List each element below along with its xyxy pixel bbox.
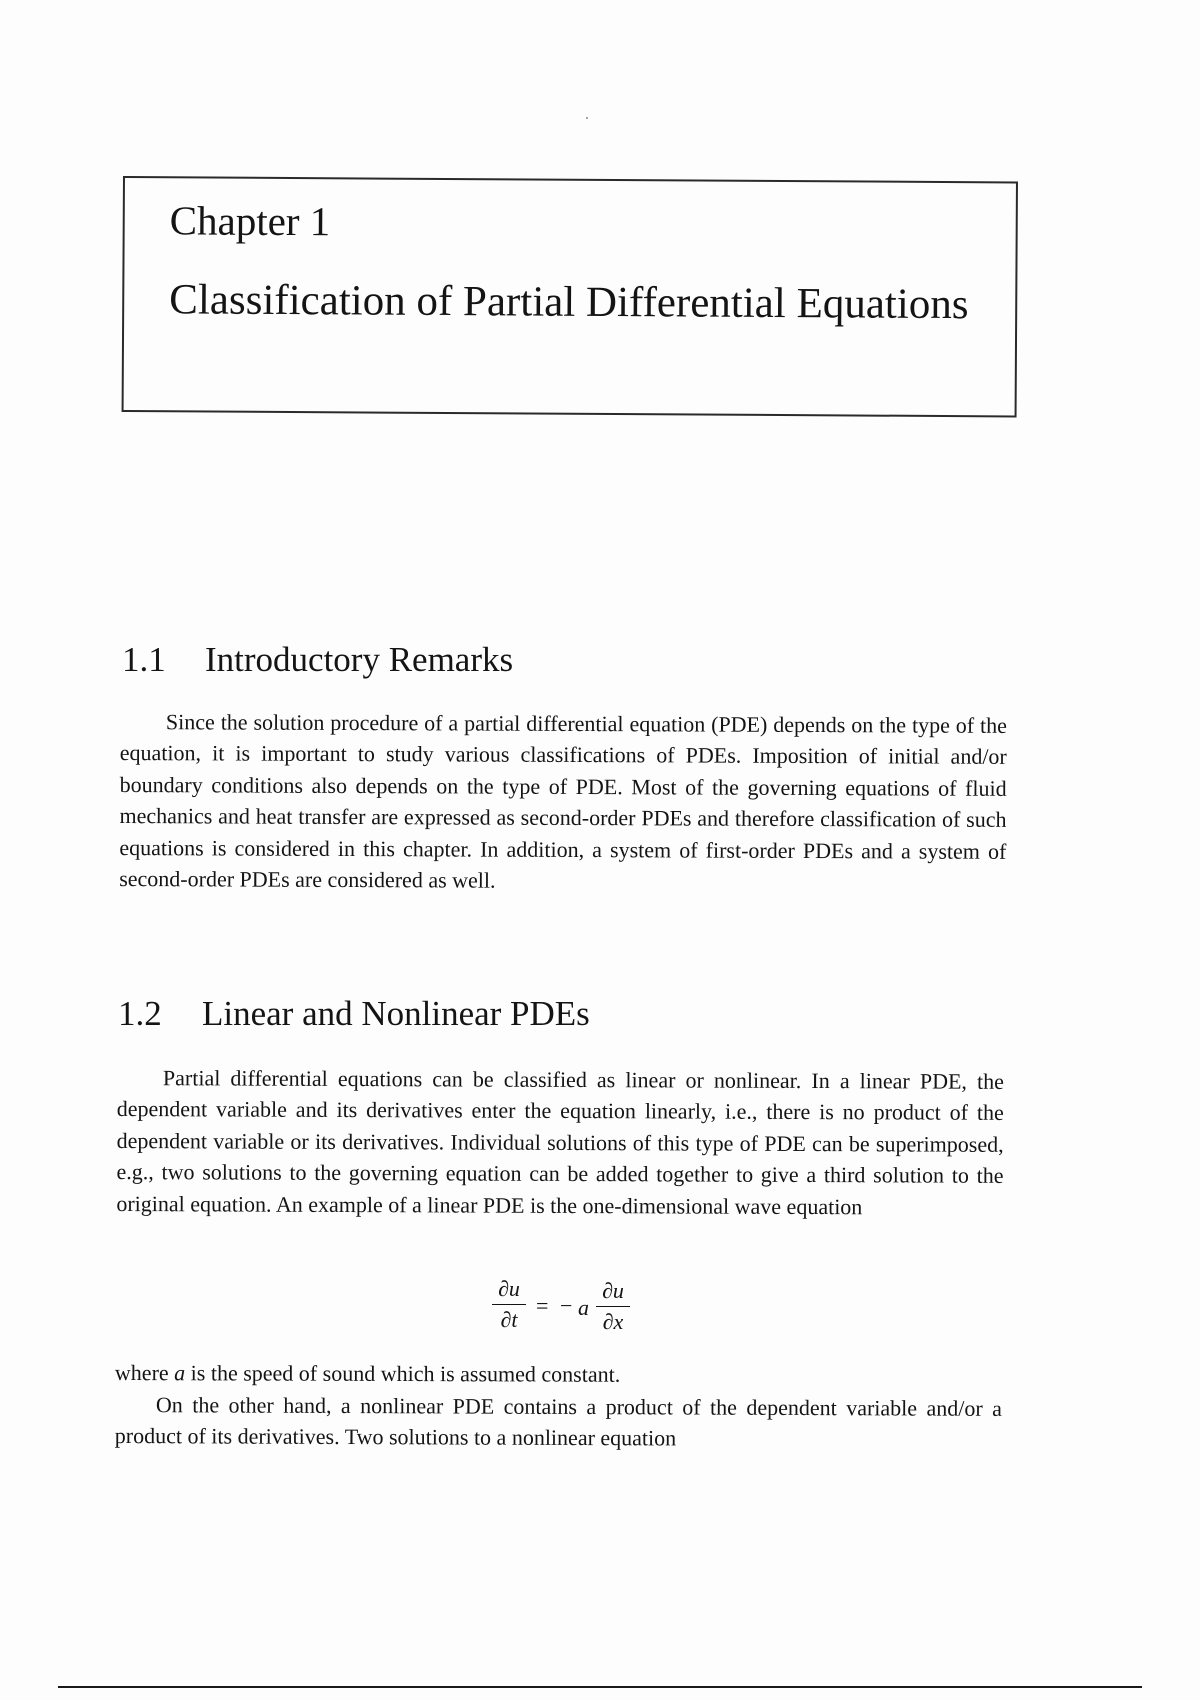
rhs-denominator: ∂x — [602, 1309, 624, 1334]
paragraph-speed-of-sound — [115, 1357, 1005, 1392]
lhs-denominator: ∂t — [500, 1307, 518, 1332]
text-suffix: is the speed of sound which is assumed constant. — [185, 1360, 621, 1387]
section-title: Linear and Nonlinear PDEs — [202, 994, 590, 1033]
fraction-bar — [492, 1304, 526, 1305]
paragraph-nonlinear-pdes: On the other hand, a nonlinear PDE contains a product of the dependent variable and/or a product of its derivatives. Two solutions to a nonlinear equation — [114, 1392, 1002, 1451]
chapter-heading-box — [122, 176, 1018, 417]
coefficient: a — [578, 1295, 589, 1320]
page-bottom-rule — [58, 1686, 1142, 1688]
paragraph-linear-pdes: Partial differential equations can be classified as linear or nonlinear. In a linear PDE, the dependent variable and its derivatives enter the equation linearly, i.e., there is no product of the dependent variable or its derivatives. Individual solutions of this type of PDE can be superimposed, e.g., two solutions to the governing equation can be added together to give a third solution to the original equation. An example of a linear PDE is the one-dimensional wave equation — [116, 1065, 1004, 1219]
paragraph-introductory-remarks: Since the solution procedure of a partial differential equation (PDE) depends on the type of the equation, it is important to study various classifications of PDEs. Imposition of initial and/or boundary conditions also depends on the type of PDE. Most of the governing equations of fluid mechanics and heat transfer are expressed as second-order PDEs and therefore classification of such equations is considered in this chapter. In addition, a system of first-order PDEs and a system of second-order PDEs are considered as well. — [119, 709, 1007, 893]
section-heading-introductory-remarks — [122, 642, 513, 677]
rhs-numerator: ∂u — [602, 1278, 624, 1303]
section-number: 1.2 — [118, 994, 162, 1033]
section-number: 1.1 — [122, 640, 166, 679]
section-title: Introductory Remarks — [205, 640, 514, 679]
wave-equation — [492, 1276, 652, 1346]
lhs-numerator: ∂u — [498, 1276, 520, 1301]
lhs-fraction — [492, 1276, 526, 1333]
scan-speck — [586, 117, 588, 119]
chapter-title: Classification of Partial Differential Equations — [169, 276, 969, 329]
chapter-label: Chapter 1 — [169, 197, 331, 245]
section-heading-linear-nonlinear — [118, 996, 590, 1031]
equals-sign: = — [536, 1293, 549, 1318]
variable-a: a — [174, 1360, 186, 1386]
text-prefix: where — [114, 1360, 175, 1386]
fraction-bar — [596, 1306, 630, 1307]
rhs-fraction — [596, 1278, 630, 1335]
minus-sign: − — [560, 1293, 573, 1318]
